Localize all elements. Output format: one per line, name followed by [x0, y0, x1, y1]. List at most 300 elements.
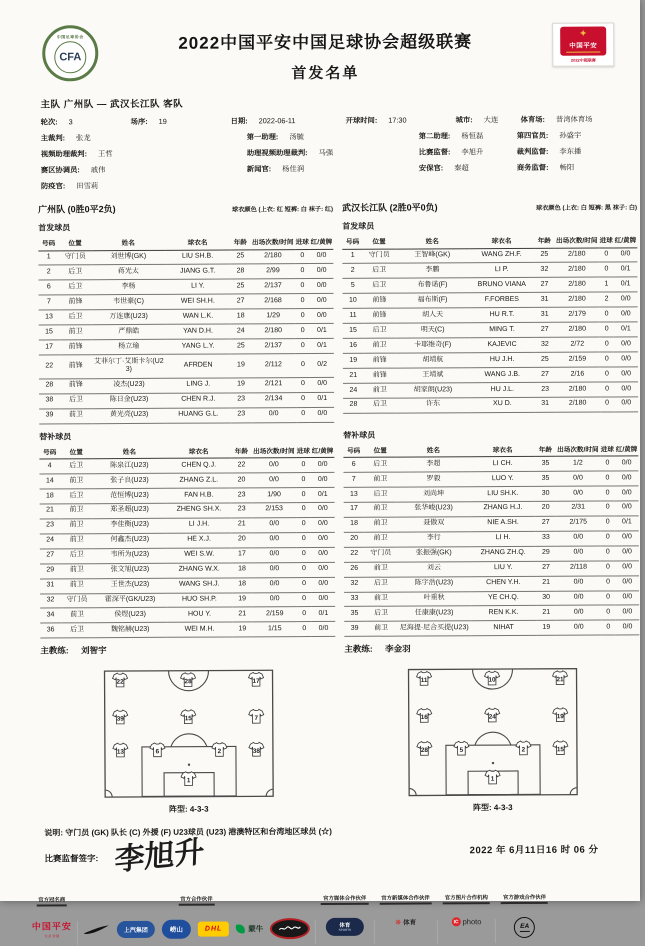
- player-cell: 0: [295, 294, 310, 309]
- player-cell: 6: [343, 457, 364, 472]
- player-cell: 0/2: [310, 353, 334, 377]
- player-jersey: [484, 707, 501, 723]
- info-pair: [41, 148, 247, 159]
- player-cell: 25: [230, 339, 251, 354]
- player-cell: 0/0: [252, 458, 296, 473]
- table-header-row: [343, 441, 638, 458]
- script-oval-logo: [270, 918, 310, 939]
- player-cell: 0: [296, 407, 311, 422]
- player-cell: HOU Y.: [167, 607, 232, 622]
- player-cell: 0: [600, 501, 615, 516]
- player-row: [38, 279, 333, 295]
- player-cell: 15: [343, 323, 364, 338]
- info-value: 王哲: [97, 149, 113, 159]
- player-cell: 0/1: [614, 262, 638, 277]
- pingan-badge-divider: [566, 52, 600, 53]
- player-cell: 韦世豪(C): [92, 295, 166, 310]
- pingan-logo: 中国平安 专业 价值: [31, 921, 72, 939]
- cfa-logo: [42, 25, 98, 81]
- info-value: 孙盛宇: [559, 130, 582, 140]
- info-pair: [41, 132, 247, 143]
- cfa-ring-text: 中国足球协会: [56, 33, 84, 39]
- info-pair: [41, 117, 131, 127]
- player-cell: HU R.T.: [469, 308, 534, 323]
- player-cell: 2: [38, 265, 59, 280]
- player-jersey: [180, 709, 197, 725]
- player-cell: LI J.H.: [167, 518, 232, 533]
- saic-logo: 上汽集团: [117, 921, 155, 938]
- sponsor-group: [78, 894, 316, 940]
- svg-text:21: 21: [556, 676, 564, 684]
- player-cell: 27: [40, 549, 61, 564]
- player-row: [39, 472, 334, 488]
- pingan-phoenix-icon: ✦: [578, 28, 588, 40]
- player-cell: 陈泉江(U23): [92, 458, 166, 473]
- svg-text:10: 10: [488, 676, 496, 684]
- player-cell: 何鑫杰(U23): [93, 533, 167, 548]
- player-row: [344, 546, 639, 562]
- header: [0, 0, 640, 85]
- column-header: 位置: [60, 444, 93, 459]
- player-cell: 2/180: [555, 382, 599, 397]
- sponsor-strip: [27, 893, 631, 946]
- player-cell: 0: [601, 561, 616, 576]
- player-cell: 前锋: [363, 293, 396, 308]
- player-cell: 0: [599, 337, 614, 352]
- player-cell: 前卫: [365, 592, 398, 607]
- player-cell: 20: [535, 501, 556, 516]
- player-cell: 0/0: [252, 473, 296, 488]
- player-cell: 2/159: [253, 607, 297, 622]
- player-cell: 19: [536, 621, 557, 636]
- player-cell: 前卫: [61, 563, 94, 578]
- player-cell: LI Y.: [165, 279, 230, 294]
- player-cell: 蒋光太: [91, 265, 165, 280]
- player-cell: 2/99: [251, 264, 295, 279]
- player-cell: 0: [297, 607, 312, 622]
- laoshan-logo: 崂山: [162, 920, 191, 939]
- player-cell: 后卫: [365, 577, 398, 592]
- player-cell: 聂傲双: [397, 517, 471, 532]
- column-header: 年龄: [230, 234, 251, 249]
- sponsor-logos: [83, 918, 311, 940]
- player-cell: 4: [39, 459, 60, 474]
- svg-text:15: 15: [184, 715, 192, 723]
- info-value: 秦超: [454, 163, 469, 173]
- player-cell: XU D.: [470, 397, 535, 412]
- player-row: [38, 264, 333, 280]
- player-cell: YANG L.Y.: [166, 339, 231, 354]
- player-cell: HU J.L.: [470, 382, 535, 397]
- player-cell: 后卫: [365, 607, 398, 622]
- player-cell: 22: [39, 355, 60, 379]
- player-cell: 16: [343, 338, 364, 353]
- player-jersey: [453, 741, 470, 757]
- player-cell: 17: [344, 502, 365, 517]
- player-jersey: [484, 670, 501, 686]
- player-cell: 后卫: [59, 280, 92, 295]
- player-cell: 2/180: [555, 262, 599, 277]
- column-header: 球衣名: [166, 443, 231, 458]
- column-header: 位置: [59, 235, 92, 250]
- player-cell: 0/0: [312, 622, 336, 637]
- player-cell: 0/0: [614, 292, 638, 307]
- player-cell: 19: [232, 622, 253, 637]
- player-cell: CHEN R.J.: [166, 393, 231, 408]
- player-cell: 前卫: [60, 519, 93, 534]
- player-cell: 前卫: [60, 474, 93, 489]
- sponsor-group: [374, 894, 437, 927]
- player-jersey: [552, 670, 569, 686]
- player-cell: 2/137: [251, 279, 295, 294]
- player-cell: 0/0: [311, 457, 335, 472]
- player-cell: 0/0: [252, 592, 296, 607]
- column-header: 球衣名: [470, 441, 535, 456]
- player-cell: 15: [39, 325, 60, 340]
- player-cell: 21: [536, 606, 557, 621]
- info-pair: [231, 116, 346, 127]
- player-row: [344, 531, 639, 547]
- player-cell: 10: [343, 294, 364, 309]
- player-cell: 守门员: [365, 547, 398, 562]
- player-row: [39, 339, 334, 355]
- player-cell: 17: [232, 548, 253, 563]
- player-cell: 32: [534, 263, 555, 278]
- player-cell: 14: [39, 474, 60, 489]
- player-cell: 前锋: [60, 378, 93, 393]
- sponsor-group: [496, 893, 553, 938]
- player-cell: 0/0: [616, 605, 640, 620]
- player-cell: 35: [535, 471, 556, 486]
- player-cell: 7: [39, 295, 60, 310]
- player-cell: 18: [230, 309, 251, 324]
- player-cell: 布鲁诺(F): [396, 278, 470, 293]
- player-row: [40, 547, 335, 563]
- player-cell: 18: [344, 517, 365, 532]
- player-cell: 2/153: [252, 503, 296, 518]
- player-cell: 任康康(U23): [397, 606, 471, 621]
- home-formation: [41, 669, 337, 816]
- column-header: 姓名: [91, 235, 165, 250]
- player-cell: 福布斯(F): [396, 293, 470, 308]
- home-coach-name: 刘智宇: [81, 645, 107, 656]
- player-cell: 0/0: [615, 560, 639, 575]
- player-cell: 30: [536, 591, 557, 606]
- column-header: 姓名: [92, 443, 166, 458]
- player-cell: 2: [342, 264, 363, 279]
- info-pair: [419, 163, 517, 174]
- mengniu-logo: 蒙牛: [236, 924, 263, 935]
- ea-sports-logo: EA: [514, 917, 535, 938]
- player-cell: 0/0: [614, 247, 638, 262]
- subs-section: [2, 421, 643, 657]
- player-cell: 前卫: [363, 338, 396, 353]
- home-kit-colors: 球衣颜色 (上衣: 红 短裤: 白 袜子: 红): [232, 205, 334, 214]
- table-header-row: [39, 442, 334, 459]
- player-cell: 29: [536, 546, 557, 561]
- player-cell: 0/0: [311, 592, 335, 607]
- player-cell: AFRDEN: [166, 354, 231, 378]
- player-cell: 1/29: [251, 309, 295, 324]
- column-header: 姓名: [396, 442, 470, 457]
- info-value: 19: [158, 116, 167, 126]
- player-cell: 0: [600, 397, 615, 412]
- player-cell: 13: [344, 487, 365, 502]
- print-datetime: 2022 年 6月11日16 时 06 分: [469, 844, 599, 857]
- player-cell: 0/0: [556, 591, 600, 606]
- player-cell: 刘世博(GK): [91, 250, 165, 265]
- info-pair: [247, 163, 419, 174]
- svg-text:39: 39: [116, 715, 124, 723]
- table-header-row: [38, 234, 333, 251]
- player-cell: 22: [344, 547, 365, 562]
- player-cell: F.FORBES: [469, 293, 534, 308]
- player-cell: 20: [344, 532, 365, 547]
- away-starters-table: [342, 232, 638, 413]
- player-jersey: [180, 672, 197, 688]
- player-cell: LI CH.: [470, 456, 535, 471]
- column-header: 出场次数/时间: [252, 443, 296, 458]
- player-cell: 0: [600, 382, 615, 397]
- pingan-badge-name: 中国平安: [569, 42, 598, 50]
- player-cell: 38: [39, 394, 60, 409]
- player-cell: YAN D.H.: [166, 324, 231, 339]
- player-cell: 后卫: [60, 459, 93, 474]
- player-cell: WEI S.W.: [167, 548, 232, 563]
- player-row: [40, 607, 335, 623]
- player-row: [343, 367, 638, 383]
- player-cell: 35: [535, 456, 556, 471]
- competition-title: 2022中国平安中国足球协会超级联赛: [178, 32, 473, 53]
- player-row: [342, 262, 637, 278]
- player-cell: 0/0: [252, 562, 296, 577]
- player-cell: 0: [295, 249, 310, 264]
- player-cell: 2/175: [556, 516, 600, 531]
- player-cell: 0: [600, 546, 615, 561]
- player-cell: 0: [296, 532, 311, 547]
- player-cell: 2/179: [555, 307, 599, 322]
- player-cell: 后卫: [60, 489, 93, 504]
- info-pair: [517, 163, 574, 173]
- sponsor-group: [27, 896, 77, 940]
- pingan-badge-sub: 2022中超联赛: [570, 57, 596, 63]
- player-cell: 前卫: [61, 608, 94, 623]
- player-jersey: [248, 709, 265, 725]
- info-label: 轮次:: [40, 117, 58, 127]
- home-subs-col: [39, 422, 335, 656]
- info-pair: [247, 131, 419, 142]
- info-label: 场序:: [130, 116, 148, 126]
- player-cell: MING T.: [470, 323, 535, 338]
- sponsor-group: [438, 893, 495, 926]
- player-cell: 0/0: [614, 382, 638, 397]
- player-row: [39, 324, 334, 340]
- sponsor-group-label: 官方冠名商: [36, 896, 67, 907]
- supervisor-signature: 李旭升: [113, 834, 205, 879]
- info-row: [41, 146, 641, 159]
- player-cell: 守门员: [61, 593, 94, 608]
- player-cell: 0: [600, 456, 615, 471]
- info-value: 田雪莉: [76, 181, 99, 191]
- info-pair: [521, 115, 593, 125]
- player-cell: 1/2: [556, 456, 600, 471]
- player-cell: WEI SH.H.: [165, 294, 230, 309]
- player-cell: BRUNO VIANA: [469, 278, 534, 293]
- column-header: 年龄: [534, 233, 555, 248]
- player-cell: 万连康(U23): [92, 310, 166, 325]
- player-cell: 7: [343, 472, 364, 487]
- svg-text:1: 1: [186, 777, 191, 785]
- sponsor-logos: [32, 920, 72, 940]
- column-header: 红/黄牌: [311, 442, 335, 457]
- player-cell: 前锋: [364, 368, 397, 383]
- player-row: [343, 397, 638, 413]
- player-cell: 守门员: [363, 249, 396, 264]
- sponsor-logos: [514, 917, 535, 938]
- player-cell: LI P.: [469, 263, 534, 278]
- column-header: 球衣名: [469, 233, 534, 248]
- player-cell: 前卫: [365, 562, 398, 577]
- player-cell: 2/121: [251, 377, 295, 392]
- player-cell: 0/0: [252, 532, 296, 547]
- player-cell: 33: [344, 592, 365, 607]
- info-label: 新闻官:: [246, 164, 272, 174]
- player-cell: 0/0: [311, 577, 335, 592]
- player-jersey: [112, 672, 129, 688]
- info-pair: [247, 147, 419, 158]
- player-cell: 0/1: [310, 392, 334, 407]
- column-header: 年龄: [535, 441, 556, 456]
- player-cell: 2/180: [555, 248, 599, 263]
- player-row: [40, 562, 335, 578]
- player-cell: 24: [40, 534, 61, 549]
- flower-icon: ❋: [395, 919, 402, 927]
- player-cell: 1/90: [252, 488, 296, 503]
- player-cell: 后卫: [363, 264, 396, 279]
- script-text-icon: [278, 925, 302, 932]
- svg-text:24: 24: [488, 713, 496, 721]
- player-cell: 张振强(GK): [397, 546, 471, 561]
- player-cell: 23: [231, 407, 252, 422]
- player-cell: 27: [534, 278, 555, 293]
- player-cell: 0: [296, 458, 311, 473]
- player-cell: 陈日金(U23): [92, 393, 166, 408]
- player-row: [342, 247, 637, 263]
- player-cell: 36: [40, 623, 61, 638]
- player-cell: 19: [232, 592, 253, 607]
- info-label: 第四官员:: [516, 130, 549, 140]
- player-cell: 28: [343, 398, 364, 413]
- player-cell: 0/0: [311, 502, 335, 517]
- player-cell: 0: [297, 592, 312, 607]
- column-header: 进球: [296, 443, 311, 458]
- dhl-logo: DHL: [198, 922, 229, 937]
- player-cell: LIU SH.B.: [165, 249, 230, 264]
- column-header: 球衣名: [165, 234, 230, 249]
- player-cell: 李行: [397, 531, 471, 546]
- page-title: 首发名单: [291, 64, 360, 83]
- player-cell: 胡家朗(U23): [396, 383, 470, 398]
- player-cell: 0: [297, 622, 312, 637]
- home-starters-title: 首发球员: [38, 223, 71, 233]
- info-label: 商务监督:: [516, 162, 549, 172]
- info-value: 畅阳: [559, 162, 575, 172]
- sponsor-logos: [452, 917, 482, 926]
- sponsor-logos: [326, 918, 364, 936]
- player-cell: 18: [232, 577, 253, 592]
- player-cell: 0/0: [252, 547, 296, 562]
- player-cell: 0/1: [311, 487, 335, 502]
- player-cell: 23: [231, 488, 252, 503]
- info-pair: [517, 131, 582, 141]
- svg-text:28: 28: [184, 678, 192, 686]
- player-cell: 1: [342, 249, 363, 264]
- away-team-name: 武汉长江队 (2胜0平0负): [342, 202, 438, 213]
- player-jersey: [484, 769, 501, 785]
- home-starters-table: [38, 234, 334, 424]
- player-cell: 2/72: [555, 337, 599, 352]
- player-cell: WANG SH.J.: [167, 578, 232, 593]
- home-subs-title: 替补球员: [39, 431, 72, 442]
- column-header: 红/黄牌: [615, 441, 639, 456]
- player-cell: 0/1: [615, 516, 639, 531]
- player-cell: 0: [295, 354, 310, 378]
- player-cell: 0/0: [614, 352, 638, 367]
- player-cell: 31: [535, 397, 556, 412]
- player-row: [39, 377, 334, 393]
- column-header: 号码: [38, 235, 59, 250]
- player-cell: 32: [344, 577, 365, 592]
- title-block: [98, 23, 552, 84]
- player-cell: 0/0: [311, 517, 335, 532]
- column-header: 出场次数/时间: [251, 234, 295, 249]
- player-cell: 前卫: [59, 325, 92, 340]
- away-formation-pitch: [407, 668, 578, 797]
- player-cell: 0: [296, 392, 311, 407]
- info-label: 裁判监督:: [516, 146, 549, 156]
- player-cell: REN K.K.: [471, 606, 536, 621]
- player-cell: 0: [296, 517, 311, 532]
- media-partner-logo: 体育 SPORTS: [326, 918, 364, 936]
- player-cell: 0/0: [252, 577, 296, 592]
- player-cell: 前锋: [363, 353, 396, 368]
- svg-text:5: 5: [459, 747, 464, 755]
- column-header: 出场次数/时间: [555, 233, 599, 248]
- home-coach-label: 主教练:: [40, 645, 69, 656]
- player-cell: 21: [232, 607, 253, 622]
- home-team-name: 广州队 (0胜0平2负): [38, 204, 116, 215]
- player-jersey: [112, 709, 129, 725]
- player-cell: 0/0: [557, 620, 601, 635]
- player-row: [344, 501, 639, 517]
- player-cell: 胡靖航: [396, 353, 470, 368]
- player-row: [344, 486, 639, 502]
- player-row: [40, 487, 335, 503]
- player-row: [344, 620, 639, 636]
- player-cell: 25: [534, 248, 555, 263]
- player-cell: LIU Y.: [471, 561, 536, 576]
- info-label: 主裁判:: [40, 133, 66, 143]
- player-jersey: [248, 742, 265, 758]
- player-cell: 0/0: [615, 501, 639, 516]
- player-row: [40, 502, 335, 518]
- player-cell: 2: [599, 292, 614, 307]
- player-cell: 0/0: [616, 620, 640, 635]
- player-cell: 前卫: [364, 383, 397, 398]
- player-cell: 0/0: [615, 590, 639, 605]
- player-cell: FAN H.B.: [166, 488, 231, 503]
- player-cell: 25: [230, 279, 251, 294]
